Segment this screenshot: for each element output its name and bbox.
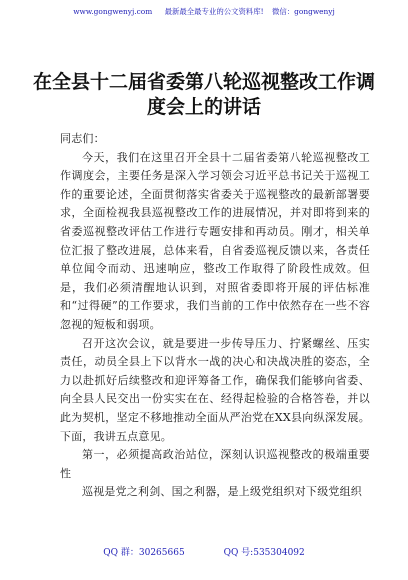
salutation: 同志们： xyxy=(60,132,105,145)
document-title-line-1: 在全县十二届省委第八轮巡视整改工作调 xyxy=(32,71,375,93)
document-title-line-2: 度会上的讲话 xyxy=(146,96,261,118)
header-website-url[interactable]: www.gongwenyj.com xyxy=(73,7,153,16)
header-wechat-id: 微信：gongwenyj xyxy=(272,7,335,16)
header-slogan: 最新最全最专业的公文资料库! xyxy=(164,7,264,16)
page-footer xyxy=(0,547,408,559)
document-title xyxy=(0,70,408,120)
section-heading-1: 第一，必须提高政治站位，深刻认识巡视整改的极端重要性 xyxy=(60,448,370,480)
page-header xyxy=(0,6,408,18)
footer-qq-number: QQ 号:535304092 xyxy=(223,548,305,558)
body-paragraph-2: 召开这次会议，就是要进一步传导压力、拧紧螺丝、压实责任，动员全县上下以背水一战的决心和决战决胜的姿态，全力以赴抓好后续整改和迎评筹备工作，确保我们能够向省委、向全县人民交出一份实实在在、经得起检验的合格答卷，并以此为契机，坚定不移地推动全面从严治党在XX县向纵深发展。下面，我讲五点意见。 xyxy=(60,336,370,443)
body-paragraph-1: 今天，我们在这里召开全县十二届省委第八轮巡视整改工作调度会，主要任务是深入学习领会习近平总书记关于巡视工作的重要论述，全面贯彻落实省委关于巡视整改的最新部署要求，全面检视我县巡视整改工作的进展情况，并对即将到来的省委巡视整改评估工作进行专题安排和再动员。刚才，相关单位汇报了整改进展，总体来看，自省委巡视反馈以来，各责任单位闻令而动、迅速响应，整改工作取得了阶段性成效。但是，我们必须清醒地认识到，对照省委即将开展的评估标准和“过得硬”的工作要求，我们当前的工作中依然存在一些不容忽视的短板和弱项。 xyxy=(60,150,370,331)
body-paragraph-3: 巡视是党之利剑、国之利器，是上级党组织对下级党组织 xyxy=(82,485,362,499)
footer-qq-group: QQ 群：30265665 xyxy=(103,548,185,558)
document-body xyxy=(60,130,370,502)
